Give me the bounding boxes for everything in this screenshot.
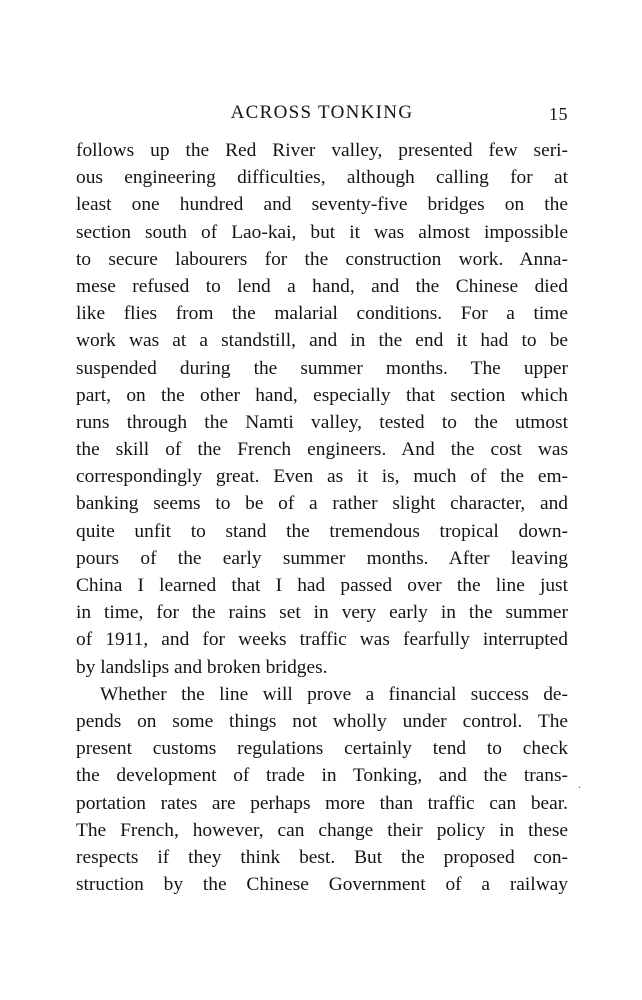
- text-line: to secure labourers for the construction work. Anna-: [76, 248, 568, 270]
- body-text: [76, 137, 568, 898]
- text-line: banking seems to be of a rather slight character, and: [76, 493, 568, 515]
- text-line: work was at a standstill, and in the end it had to be: [76, 330, 568, 352]
- text-line: portation rates are perhaps more than traffic can bear.: [76, 792, 568, 814]
- text-line: mese refused to lend a hand, and the Chinese died: [76, 275, 568, 297]
- running-title: ACROSS TONKING: [230, 102, 414, 123]
- paragraph-start-line: Whether the line will prove a financial success de-: [100, 683, 568, 705]
- text-line: like flies from the malarial conditions. For a time: [76, 303, 568, 325]
- text-line: The French, however, can change their policy in these: [76, 819, 568, 841]
- text-line: of 1911, and for weeks traffic was fearfully interrupted: [76, 629, 568, 651]
- text-line: pends on some things not wholly under control. The: [76, 710, 568, 732]
- text-line: ous engineering difficulties, although calling for at: [76, 167, 568, 189]
- text-line: suspended during the summer months. The upper: [76, 357, 568, 379]
- scan-speck: .: [578, 777, 581, 791]
- page-number: 15: [549, 104, 568, 124]
- text-line: quite unfit to stand the tremendous tropical down-: [76, 520, 568, 542]
- text-line: follows up the Red River valley, presented few seri-: [76, 140, 568, 161]
- text-line: least one hundred and seventy-five bridges on the: [76, 194, 568, 216]
- text-line: present customs regulations certainly tend to check: [76, 738, 568, 760]
- text-line: runs through the Namti valley, tested to the utmost: [76, 411, 568, 433]
- text-line: the development of trade in Tonking, and the trans-: [76, 765, 568, 787]
- text-line: correspondingly great. Even as it is, much of the em-: [76, 466, 568, 488]
- text-line: pours of the early summer months. After leaving: [76, 547, 568, 569]
- text-line: section south of Lao-kai, but it was almost impossible: [76, 221, 568, 243]
- paragraph-end-line: by landslips and broken bridges.: [76, 656, 328, 678]
- running-head: [76, 100, 568, 126]
- text-line: part, on the other hand, especially that section which: [76, 384, 568, 406]
- text-line: in time, for the rains set in very early in the summer: [76, 602, 568, 624]
- text-line: the skill of the French engineers. And the cost was: [76, 439, 568, 461]
- text-line: struction by the Chinese Government of a railway: [76, 874, 568, 896]
- text-line: respects if they think best. But the proposed con-: [76, 846, 568, 868]
- text-line: China I learned that I had passed over the line just: [76, 575, 568, 596]
